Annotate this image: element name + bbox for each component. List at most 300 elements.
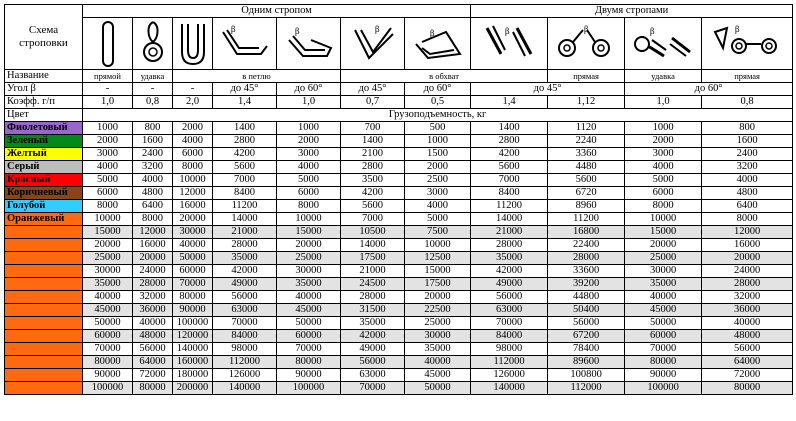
- capacity-cell: 67200: [548, 330, 625, 343]
- capacity-cell: 126000: [471, 369, 548, 382]
- capacity-cell: 60000: [173, 265, 213, 278]
- capacity-row: [5, 304, 793, 317]
- capacity-cell: 45000: [83, 304, 133, 317]
- capacity-cell: 49000: [213, 278, 277, 291]
- orange-color-cell: [5, 343, 83, 356]
- color-name-cell: Коричневый: [5, 187, 83, 200]
- capacity-cell: 98000: [213, 343, 277, 356]
- capacity-cell: 42000: [471, 265, 548, 278]
- color-name-cell: Голубой: [5, 200, 83, 213]
- capacity-cell: 16000: [702, 239, 793, 252]
- capacity-cell: 50000: [277, 317, 341, 330]
- capacity-cell: 90000: [625, 369, 702, 382]
- orange-color-cell: [5, 265, 83, 278]
- capacity-cell: 8000: [83, 200, 133, 213]
- capacity-cell: 14000: [471, 213, 548, 226]
- capacity-cell: 800: [133, 122, 173, 135]
- capacity-cell: 36000: [133, 304, 173, 317]
- angle-cell: до 60°: [405, 83, 471, 96]
- capacity-cell: 4200: [213, 148, 277, 161]
- capacity-row: [5, 226, 793, 239]
- capacity-cell: 28000: [471, 239, 548, 252]
- capacity-cell: 25000: [405, 317, 471, 330]
- orange-color-cell: [5, 252, 83, 265]
- capacity-cell: 28000: [341, 291, 405, 304]
- coef-label: Коэфф. г/п: [5, 96, 83, 109]
- orange-color-cell: [5, 226, 83, 239]
- color-name-cell: Фиолетовый: [5, 122, 83, 135]
- capacity-cell: 24500: [341, 278, 405, 291]
- two-choke-60-pictogram: [702, 18, 793, 70]
- capacity-cell: 6720: [548, 187, 625, 200]
- capacity-cell: 35000: [625, 278, 702, 291]
- capacity-cell: 70000: [341, 382, 405, 395]
- capacity-cell: 16000: [173, 200, 213, 213]
- capacity-cell: 4000: [133, 174, 173, 187]
- capacity-cell: 10000: [173, 174, 213, 187]
- capacity-cell: 3200: [133, 161, 173, 174]
- capacity-cell: 8000: [173, 161, 213, 174]
- loop-45-pictogram: [213, 18, 277, 70]
- coef-cell: 1,4: [213, 96, 277, 109]
- capacity-cell: 64000: [133, 356, 173, 369]
- capacity-cell: 25000: [277, 252, 341, 265]
- capacity-cell: 6000: [625, 187, 702, 200]
- capacity-cell: 100000: [173, 317, 213, 330]
- capacity-cell: 2400: [702, 148, 793, 161]
- angle-cell: -: [133, 83, 173, 96]
- capacity-row: [5, 369, 793, 382]
- svg-text:β: β: [505, 26, 510, 36]
- capacity-cell: 89600: [548, 356, 625, 369]
- color-name-cell: Красный: [5, 174, 83, 187]
- capacity-cell: 25000: [625, 252, 702, 265]
- capacity-cell: 84000: [213, 330, 277, 343]
- orange-color-cell: [5, 317, 83, 330]
- orange-color-cell: [5, 291, 83, 304]
- capacity-cell: 12000: [133, 226, 173, 239]
- capacity-cell: 56000: [213, 291, 277, 304]
- angle-label: Угол β: [5, 83, 83, 96]
- name-cell: прямой: [83, 70, 133, 83]
- capacity-cell: 17500: [341, 252, 405, 265]
- capacity-cell: 15000: [277, 226, 341, 239]
- wrap-60-pictogram: [405, 18, 471, 70]
- capacity-cell: 5000: [405, 213, 471, 226]
- capacity-cell: 5600: [471, 161, 548, 174]
- capacity-cell: 1000: [277, 122, 341, 135]
- capacity-cell: 8000: [133, 213, 173, 226]
- capacity-cell: 5600: [213, 161, 277, 174]
- capacity-cell: 32000: [702, 291, 793, 304]
- capacity-cell: 100000: [83, 382, 133, 395]
- capacity-cell: 11200: [548, 213, 625, 226]
- capacity-cell: 2500: [405, 174, 471, 187]
- capacity-cell: 63000: [341, 369, 405, 382]
- capacity-cell: 10500: [341, 226, 405, 239]
- capacity-row: [5, 200, 793, 213]
- svg-text:β: β: [735, 24, 740, 34]
- capacity-cell: 20000: [702, 252, 793, 265]
- capacity-cell: 2000: [173, 122, 213, 135]
- wrap-45-pictogram: [341, 18, 405, 70]
- capacity-cell: 800: [702, 122, 793, 135]
- capacity-cell: 15000: [625, 226, 702, 239]
- capacity-cell: 20000: [173, 213, 213, 226]
- capacity-cell: 14000: [341, 239, 405, 252]
- capacity-cell: 39200: [548, 278, 625, 291]
- capacity-body: [5, 122, 793, 395]
- capacity-row: [5, 343, 793, 356]
- capacity-row: [5, 122, 793, 135]
- capacity-cell: 1400: [341, 135, 405, 148]
- name-cell: в обхват: [341, 70, 548, 83]
- capacity-cell: 20000: [625, 239, 702, 252]
- two-choke-45-pictogram: [548, 18, 625, 70]
- capacity-cell: 4800: [702, 187, 793, 200]
- capacity-cell: 112000: [548, 382, 625, 395]
- capacity-cell: 500: [405, 122, 471, 135]
- capacity-cell: 80000: [133, 382, 173, 395]
- two-slings-header: Двумя стропами: [471, 5, 793, 18]
- capacity-cell: 30000: [83, 265, 133, 278]
- capacity-cell: 45000: [405, 369, 471, 382]
- name-cell: удавка: [625, 70, 702, 83]
- capacity-cell: 56000: [548, 317, 625, 330]
- capacity-cell: 140000: [173, 343, 213, 356]
- capacity-cell: 100000: [277, 382, 341, 395]
- capacity-cell: 4000: [405, 200, 471, 213]
- svg-text:β: β: [429, 28, 435, 38]
- capacity-cell: 20000: [83, 239, 133, 252]
- capacity-cell: 200000: [173, 382, 213, 395]
- capacity-cell: 2240: [548, 135, 625, 148]
- coef-row: [5, 96, 793, 109]
- capacity-cell: 5000: [277, 174, 341, 187]
- header-row: [5, 5, 793, 18]
- capacity-cell: 30000: [277, 265, 341, 278]
- capacity-cell: 56000: [471, 291, 548, 304]
- capacity-cell: 10000: [405, 239, 471, 252]
- capacity-cell: 20000: [277, 239, 341, 252]
- capacity-cell: 90000: [83, 369, 133, 382]
- capacity-cell: 3200: [702, 161, 793, 174]
- capacity-cell: 14000: [213, 213, 277, 226]
- capacity-cell: 1000: [625, 122, 702, 135]
- name-cell: прямая: [702, 70, 793, 83]
- capacity-cell: 180000: [173, 369, 213, 382]
- capacity-cell: 49000: [471, 278, 548, 291]
- capacity-cell: 1600: [702, 135, 793, 148]
- capacity-cell: 35000: [213, 252, 277, 265]
- capacity-cell: 70000: [213, 317, 277, 330]
- capacity-cell: 1600: [133, 135, 173, 148]
- one-sling-header: Одним стропом: [83, 5, 471, 18]
- sling-capacity-table-container: [4, 4, 792, 395]
- coef-cell: 1,0: [83, 96, 133, 109]
- pictogram-row: [5, 18, 793, 70]
- two-straight-60-pictogram: [625, 18, 702, 70]
- capacity-cell: 140000: [213, 382, 277, 395]
- color-name-cell: Оранжевый: [5, 213, 83, 226]
- capacity-cell: 12500: [405, 252, 471, 265]
- capacity-cell: 3360: [548, 148, 625, 161]
- capacity-cell: 50400: [548, 304, 625, 317]
- color-label: Цвет: [5, 109, 83, 122]
- capacity-cell: 90000: [173, 304, 213, 317]
- capacity-cell: 6400: [702, 200, 793, 213]
- capacity-cell: 4200: [341, 187, 405, 200]
- two-straight-45-pictogram: [471, 18, 548, 70]
- capacity-cell: 80000: [277, 356, 341, 369]
- capacity-cell: 60000: [277, 330, 341, 343]
- capacity-cell: 28000: [213, 239, 277, 252]
- capacity-cell: 1120: [548, 122, 625, 135]
- capacity-cell: 44800: [548, 291, 625, 304]
- capacity-cell: 8960: [548, 200, 625, 213]
- capacity-cell: 12000: [173, 187, 213, 200]
- capacity-cell: 32000: [133, 291, 173, 304]
- capacity-cell: 30000: [173, 226, 213, 239]
- capacity-row: [5, 317, 793, 330]
- angle-cell: -: [83, 83, 133, 96]
- capacity-cell: 90000: [277, 369, 341, 382]
- name-cell: прямая: [548, 70, 625, 83]
- capacity-row: [5, 135, 793, 148]
- orange-color-cell: [5, 382, 83, 395]
- capacity-cell: 20000: [405, 291, 471, 304]
- capacity-row: [5, 265, 793, 278]
- capacity-cell: 8000: [702, 213, 793, 226]
- angle-cell: до 45°: [471, 83, 625, 96]
- straight-sling-pictogram: [83, 18, 133, 70]
- coef-cell: 2,0: [173, 96, 213, 109]
- capacity-cell: 40000: [173, 239, 213, 252]
- orange-color-cell: [5, 304, 83, 317]
- capacity-cell: 80000: [83, 356, 133, 369]
- capacity-cell: 24000: [702, 265, 793, 278]
- orange-color-cell: [5, 278, 83, 291]
- choke-sling-pictogram: [133, 18, 173, 70]
- capacity-cell: 35000: [405, 343, 471, 356]
- capacity-cell: 7000: [213, 174, 277, 187]
- capacity-cell: 40000: [625, 291, 702, 304]
- capacity-cell: 3000: [83, 148, 133, 161]
- capacity-cell: 7000: [341, 213, 405, 226]
- color-name-cell: Желтый: [5, 148, 83, 161]
- capacity-row: [5, 330, 793, 343]
- coef-cell: 1,12: [548, 96, 625, 109]
- coef-cell: 1,4: [471, 96, 548, 109]
- capacity-cell: 42000: [213, 265, 277, 278]
- capacity-cell: 56000: [702, 343, 793, 356]
- capacity-cell: 2800: [213, 135, 277, 148]
- capacity-cell: 35000: [341, 317, 405, 330]
- capacity-cell: 42000: [341, 330, 405, 343]
- capacity-cell: 1000: [83, 122, 133, 135]
- capacity-cell: 70000: [471, 317, 548, 330]
- capacity-cell: 4000: [83, 161, 133, 174]
- capacity-cell: 5000: [625, 174, 702, 187]
- capacity-cell: 100000: [625, 382, 702, 395]
- capacity-row: [5, 382, 793, 395]
- capacity-cell: 70000: [625, 343, 702, 356]
- name-row: [5, 70, 793, 83]
- basket-sling-pictogram: [173, 18, 213, 70]
- capacity-cell: 33600: [548, 265, 625, 278]
- capacity-cell: 2800: [471, 135, 548, 148]
- capacity-cell: 21000: [471, 226, 548, 239]
- capacity-cell: 72000: [133, 369, 173, 382]
- coef-cell: 0,5: [405, 96, 471, 109]
- angle-cell: до 45°: [213, 83, 277, 96]
- capacity-cell: 45000: [625, 304, 702, 317]
- capacity-cell: 100800: [548, 369, 625, 382]
- capacity-cell: 28000: [702, 278, 793, 291]
- capacity-cell: 56000: [341, 356, 405, 369]
- capacity-cell: 48000: [702, 330, 793, 343]
- capacity-cell: 25000: [83, 252, 133, 265]
- sling-capacity-table: [4, 4, 793, 395]
- coef-cell: 1,0: [625, 96, 702, 109]
- capacity-cell: 2000: [277, 135, 341, 148]
- orange-color-cell: [5, 239, 83, 252]
- capacity-cell: 8400: [471, 187, 548, 200]
- svg-text:β: β: [584, 24, 589, 34]
- capacity-row: [5, 148, 793, 161]
- capacity-cell: 28000: [133, 278, 173, 291]
- capacity-cell: 1400: [213, 122, 277, 135]
- capacity-cell: 2400: [133, 148, 173, 161]
- capacity-row: [5, 278, 793, 291]
- capacity-cell: 31500: [341, 304, 405, 317]
- capacity-cell: 126000: [213, 369, 277, 382]
- capacity-cell: 5600: [548, 174, 625, 187]
- angle-row: [5, 83, 793, 96]
- capacity-row: [5, 252, 793, 265]
- svg-text:β: β: [230, 24, 236, 34]
- capacity-cell: 56000: [133, 343, 173, 356]
- angle-cell: до 45°: [341, 83, 405, 96]
- capacity-cell: 45000: [277, 304, 341, 317]
- color-name-cell: Серый: [5, 161, 83, 174]
- capacity-cell: 160000: [173, 356, 213, 369]
- coef-cell: 1,0: [277, 96, 341, 109]
- capacity-cell: 16000: [133, 239, 173, 252]
- capacity-cell: 40000: [405, 356, 471, 369]
- capacity-cell: 70000: [83, 343, 133, 356]
- capacity-cell: 4000: [702, 174, 793, 187]
- capacity-cell: 2000: [405, 161, 471, 174]
- capacity-row: [5, 187, 793, 200]
- capacity-cell: 40000: [277, 291, 341, 304]
- scheme-label: Схема строповки: [5, 5, 83, 70]
- capacity-row: [5, 239, 793, 252]
- capacity-cell: 35000: [277, 278, 341, 291]
- capacity-cell: 11200: [471, 200, 548, 213]
- capacity-cell: 30000: [405, 330, 471, 343]
- capacity-cell: 11200: [213, 200, 277, 213]
- capacity-row: [5, 356, 793, 369]
- capacity-cell: 4000: [173, 135, 213, 148]
- capacity-cell: 112000: [471, 356, 548, 369]
- capacity-cell: 50000: [625, 317, 702, 330]
- capacity-cell: 17500: [405, 278, 471, 291]
- capacity-cell: 2000: [625, 135, 702, 148]
- capacity-cell: 7500: [405, 226, 471, 239]
- capacity-cell: 112000: [213, 356, 277, 369]
- svg-text:β: β: [294, 26, 300, 36]
- capacity-cell: 70000: [173, 278, 213, 291]
- capacity-cell: 4000: [277, 161, 341, 174]
- capacity-row: [5, 174, 793, 187]
- capacity-cell: 140000: [471, 382, 548, 395]
- capacity-cell: 80000: [173, 291, 213, 304]
- capacity-cell: 50000: [405, 382, 471, 395]
- capacity-cell: 64000: [702, 356, 793, 369]
- capacity-cell: 1500: [405, 148, 471, 161]
- capacity-label: Грузоподъемность, кг: [83, 109, 793, 122]
- capacity-cell: 40000: [83, 291, 133, 304]
- capacity-cell: 12000: [702, 226, 793, 239]
- capacity-cell: 40000: [133, 317, 173, 330]
- orange-color-cell: [5, 356, 83, 369]
- capacity-cell: 70000: [277, 343, 341, 356]
- capacity-cell: 5000: [83, 174, 133, 187]
- capacity-row: [5, 213, 793, 226]
- capacity-cell: 3000: [625, 148, 702, 161]
- capacity-cell: 78400: [548, 343, 625, 356]
- capacity-cell: 50000: [83, 317, 133, 330]
- capacity-cell: 3500: [341, 174, 405, 187]
- capacity-cell: 4200: [471, 148, 548, 161]
- capacity-cell: 3000: [405, 187, 471, 200]
- svg-text:β: β: [650, 26, 655, 36]
- capacity-cell: 80000: [702, 382, 793, 395]
- capacity-cell: 30000: [625, 265, 702, 278]
- capacity-cell: 700: [341, 122, 405, 135]
- color-header-row: [5, 109, 793, 122]
- loop-60-pictogram: [277, 18, 341, 70]
- capacity-cell: 6000: [83, 187, 133, 200]
- angle-cell: до 60°: [625, 83, 793, 96]
- capacity-row: [5, 161, 793, 174]
- capacity-cell: 22500: [405, 304, 471, 317]
- capacity-cell: 6000: [277, 187, 341, 200]
- capacity-cell: 8000: [277, 200, 341, 213]
- name-label: Название: [5, 70, 83, 83]
- capacity-cell: 80000: [625, 356, 702, 369]
- capacity-cell: 4480: [548, 161, 625, 174]
- angle-cell: -: [173, 83, 213, 96]
- name-cell: в петлю: [173, 70, 341, 83]
- capacity-cell: 4000: [625, 161, 702, 174]
- capacity-cell: 40000: [702, 317, 793, 330]
- coef-cell: 0,8: [702, 96, 793, 109]
- coef-cell: 0,8: [133, 96, 173, 109]
- capacity-cell: 60000: [625, 330, 702, 343]
- capacity-cell: 84000: [471, 330, 548, 343]
- capacity-cell: 10000: [83, 213, 133, 226]
- capacity-cell: 7000: [471, 174, 548, 187]
- capacity-cell: 21000: [341, 265, 405, 278]
- capacity-cell: 8000: [625, 200, 702, 213]
- capacity-cell: 22400: [548, 239, 625, 252]
- capacity-cell: 6000: [173, 148, 213, 161]
- capacity-cell: 15000: [405, 265, 471, 278]
- capacity-cell: 98000: [471, 343, 548, 356]
- color-name-cell: Зеленый: [5, 135, 83, 148]
